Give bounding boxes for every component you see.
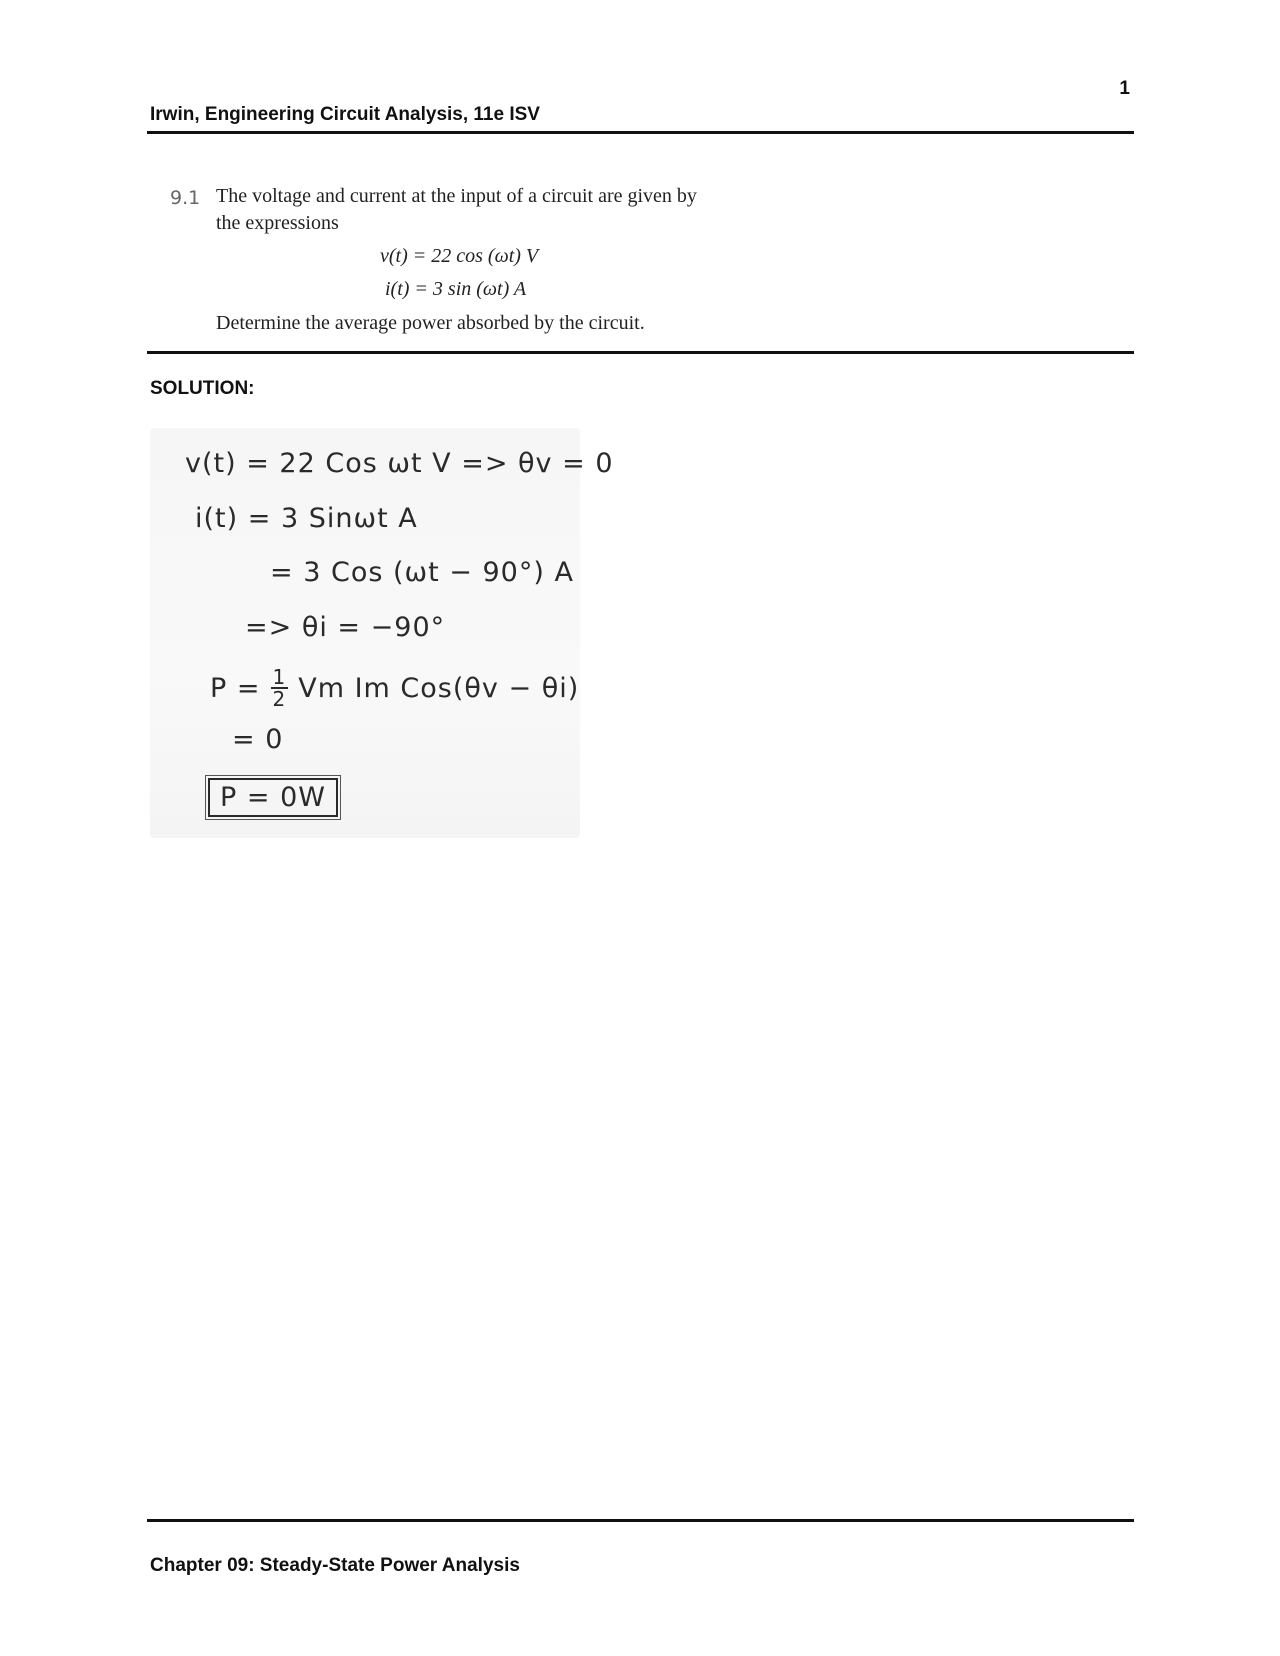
power-formula-rest: Vm Im Cos(θv − θi) (298, 672, 580, 704)
header-title: Irwin, Engineering Circuit Analysis, 11e ISV (150, 104, 540, 125)
fraction-numerator: 1 (272, 665, 287, 689)
problem-text-line1: The voltage and current at the input of a circuit are given by (216, 185, 697, 207)
solution-label: SOLUTION: (150, 378, 255, 399)
problem-rule (147, 351, 1134, 354)
solution-line-voltage: v(t) = 22 Cos ωt V => θv = 0 (185, 448, 614, 479)
header-rule (147, 131, 1134, 134)
boxed-answer: P = 0W (208, 778, 338, 817)
footer-rule (147, 1519, 1134, 1522)
solution-line-cosine: = 3 Cos (ωt − 90°) A (270, 557, 574, 588)
solution-line-theta-i: => θi = −90° (245, 612, 446, 643)
power-prefix: P = (210, 672, 261, 704)
page-number: 1 (1119, 78, 1130, 99)
equation-current: i(t) = 3 sin (ωt) A (385, 278, 527, 300)
one-half-fraction (271, 667, 289, 709)
equation-voltage: v(t) = 22 cos (ωt) V (380, 245, 539, 267)
problem-text-line2: the expressions (216, 212, 339, 234)
solution-line-current: i(t) = 3 Sinωt A (195, 503, 418, 534)
solution-line-zero: = 0 (232, 724, 284, 755)
solution-line-power-formula (210, 667, 579, 709)
problem-question: Determine the average power absorbed by the circuit. (216, 312, 645, 334)
fraction-denominator: 2 (272, 687, 287, 711)
problem-number: 9.1 (170, 187, 201, 209)
footer-title: Chapter 09: Steady-State Power Analysis (150, 1555, 520, 1576)
